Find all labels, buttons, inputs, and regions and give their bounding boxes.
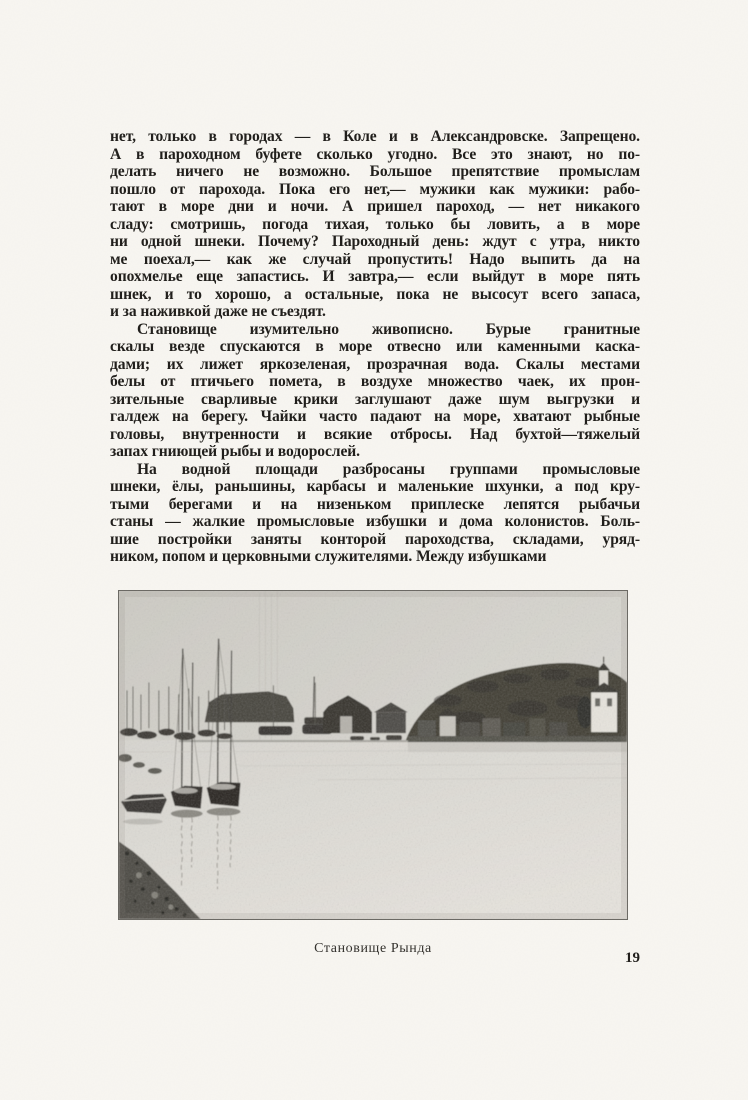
text-line: ником, попом и церковными служителями. Между избушками [110,548,547,565]
text-line: тыми берегами и на низеньком приплеске лепятся рыбачьи [110,495,640,513]
body-text [110,128,640,566]
text-line: ни одной шнеки. Почему? Пароходный день: ждут с утра, никто [110,233,640,250]
text-line: делать ничего не возможно. Большое препятствие промыслам [110,163,640,180]
text-line: станы — жалкие промысловые избушки и дома колонистов. Боль- [110,513,640,530]
text-line: тают в море дни и ночи. А пришел пароход, — нет никакого [110,198,640,215]
photo-grain [119,591,627,919]
text-line: нет, только в городах — в Коле и в Александровске. Запрещено. [110,128,640,145]
page-number: 19 [625,950,640,966]
text-line: и за наживкой даже не съездят. [110,303,326,320]
text-line: галдеж на берегу. Чайки часто падают на море, хватают рыбные [110,408,640,425]
text-line: сладу: смотришь, погода тихая, только бы ловить, а в море [110,215,640,233]
text-line: опохмелье еще запастись. И завтра,— если выйдут в море пять [110,268,640,285]
text-line: ме поехал,— как же случай пропустить! Надо выпить да на [110,250,640,268]
text-line: А в пароходном буфете сколько угодно. Все это знают, но по- [110,145,640,163]
text-line: шнек, и то хорошо, а остальные, пока не высосут всего запаса, [110,285,640,303]
text-line: шие постройки заняты конторой пароходства, складами, уряд- [110,530,640,548]
text-line: шнеки, ёлы, раньшины, карбасы и маленькие шхунки, а под кру- [110,478,640,495]
text-line: На водной площади разбросаны группами промысловые [137,460,640,478]
text-line: зительные сварливые крики заглушают даже шум выгрузки и [110,390,640,408]
text-line: скалы везде спускаются в море отвесно или каменными каска- [110,338,640,355]
harbor-photograph [118,590,628,920]
text-line: Становище изумительно живописно. Бурые гранитные [137,320,640,338]
photo-caption: Становище Рында [314,941,432,956]
text-line: дами; их лижет яркозеленая, прозрачная вода. Скалы местами [110,355,640,373]
text-line: головы, внутренности и всякие отбросы. Над бухтой—тяжелый [110,425,640,443]
text-line: пошло от парохода. Пока его нет,— мужики как мужики: рабо- [110,180,640,198]
harbor-photo-art [119,591,627,919]
text-line: белы от птичьего помета, в воздухе множество чаек, их прон- [110,373,640,390]
text-line: запах гниющей рыбы и водорослей. [110,443,360,460]
